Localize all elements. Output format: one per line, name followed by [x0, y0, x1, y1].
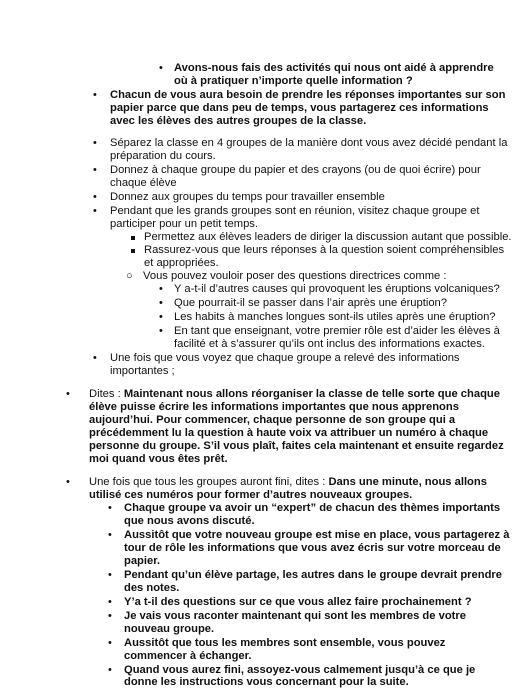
- question-line: Les habits à manches longues sont-ils utiles après une éruption?: [174, 311, 496, 323]
- step-line: Une fois que vous voyez que chaque groupe a relevé des informations: [110, 352, 460, 364]
- speech-item: des notes.: [124, 582, 180, 594]
- step-line: préparation du cours.: [110, 150, 216, 162]
- question-line: En tant que enseignant, votre premier rôle est d’aider les élèves à: [174, 325, 500, 337]
- speech-item: Je vais vous raconter maintenant qui sont les membres de votre: [124, 610, 466, 622]
- dites-prefix: Une fois que tous les groupes auront fini, dites :: [89, 476, 329, 488]
- sub-step-line: Rassurez-vous que leurs réponses à la question soient compréhensibles: [144, 244, 505, 256]
- bullet-dot: •: [93, 205, 97, 217]
- dites-speech: personne du groupe. S’il vous plaît, faites cela maintenant et ensuite regardez: [89, 440, 504, 452]
- dites-speech: Dans une minute, nous allons: [328, 476, 487, 488]
- question-line: Y a-t-il d’autres causes qui provoquent les éruptions volcaniques?: [174, 283, 500, 295]
- dites-speech: aujourd’hui. Pour commencer, chaque personne de son groupe qui a: [89, 414, 456, 426]
- hollow-bullet: ○: [126, 270, 133, 282]
- bullet-dot: •: [108, 610, 112, 622]
- bullet-dot: •: [108, 502, 112, 514]
- step-line: importantes ;: [110, 365, 175, 377]
- dites-speech: élève puisse écrire les informations importantes que nous apprenons: [89, 401, 459, 413]
- bullet-dot: •: [93, 352, 97, 364]
- bullet-dot: •: [159, 311, 163, 323]
- bullet-dot: •: [108, 637, 112, 649]
- sub-step-line: Vous pouvez vouloir poser des questions directrices comme :: [143, 270, 447, 282]
- speech-item: nouveau groupe.: [124, 623, 215, 635]
- bullet-dot: •: [108, 664, 112, 676]
- bullet-dot: •: [159, 283, 163, 295]
- bullet-dot: •: [159, 297, 163, 309]
- paragraph-line: papier parce que dans peu de temps, vous partagerez ces informations: [110, 102, 489, 114]
- paragraph-line: avec les élèves des autres groupes de la classe.: [110, 115, 367, 127]
- question-line: Que pourrait-il se passer dans l’air après une éruption?: [174, 297, 448, 309]
- bullet-dot: •: [108, 596, 112, 608]
- dites-speech: utilisé ces numéros pour former d’autres nouveaux groupes.: [89, 489, 413, 501]
- step-line: Donnez à chaque groupe du papier et des crayons (ou de quoi écrire) pour: [110, 164, 481, 176]
- question-line: Avons-nous fais des activités qui nous ont aidé à apprendre: [174, 62, 494, 74]
- dites-speech: moi quand vous êtes prêt.: [89, 453, 228, 465]
- square-bullet: [131, 236, 135, 240]
- speech-item: Pendant qu’un élève partage, les autres dans le groupe devrait prendre: [124, 569, 502, 581]
- bullet-dot: •: [93, 89, 97, 101]
- step-line: participer pour un petit temps.: [110, 218, 258, 230]
- dites-line: [89, 476, 487, 489]
- step-line: Donnez aux groupes du temps pour travailler ensemble: [110, 191, 385, 203]
- bullet-dot: •: [93, 191, 97, 203]
- bullet-dot: •: [108, 569, 112, 581]
- bullet-dot: •: [108, 529, 112, 541]
- dites-line: [89, 388, 500, 401]
- bullet-dot: •: [93, 164, 97, 176]
- step-line: chaque élève: [110, 177, 177, 189]
- dites-speech: Maintenant nous allons réorganiser la classe de telle sorte que chaque: [123, 388, 500, 400]
- bullet-dot: •: [66, 388, 70, 400]
- speech-item: que nous avons discuté.: [124, 515, 255, 527]
- speech-item: commencer à échanger.: [124, 650, 252, 662]
- question-line: facilité et à s’assurer qu’ils ont inclus des informations exactes.: [174, 338, 485, 350]
- sub-step-line: et appropriées.: [144, 257, 219, 269]
- dites-prefix: Dites :: [89, 388, 124, 400]
- question-line: où à pratiquer n’importe quelle information ?: [174, 75, 413, 87]
- speech-item: papier.: [124, 555, 161, 567]
- dites-speech: précédemment lu la question à haute voix va attribuer un numéro à chaque: [89, 427, 489, 439]
- sub-step-line: Permettez aux élèves leaders de diriger la discussion autant que possible.: [144, 231, 512, 243]
- bullet-dot: •: [159, 62, 163, 74]
- bullet-dot: •: [159, 325, 163, 337]
- paragraph-line: Chacun de vous aura besoin de prendre les réponses importantes sur son: [110, 89, 506, 101]
- square-bullet: [131, 249, 135, 253]
- speech-item: donne les instructions vous concernant pour la suite.: [124, 676, 409, 688]
- speech-item: Quand vous aurez fini, assoyez-vous calmement jusqu’à ce que je: [124, 664, 476, 676]
- bullet-dot: •: [66, 476, 70, 488]
- speech-item: tour de rôle les informations que vous avez écris sur votre morceau de: [124, 542, 501, 554]
- speech-item: Aussitôt que votre nouveau groupe est mise en place, vous partagerez à: [124, 529, 510, 541]
- speech-item: Y’a t-il des questions sur ce que vous allez faire prochainement ?: [124, 596, 472, 608]
- step-line: Pendant que les grands groupes sont en réunion, visitez chaque groupe et: [110, 205, 480, 217]
- step-line: Séparez la classe en 4 groupes de la manière dont vous avez décidé pendant la: [110, 137, 508, 149]
- speech-item: Aussitôt que tous les membres sont ensemble, vous pouvez: [124, 637, 446, 649]
- speech-item: Chaque groupe va avoir un “expert” de chacun des thèmes importants: [124, 502, 501, 514]
- bullet-dot: •: [93, 137, 97, 149]
